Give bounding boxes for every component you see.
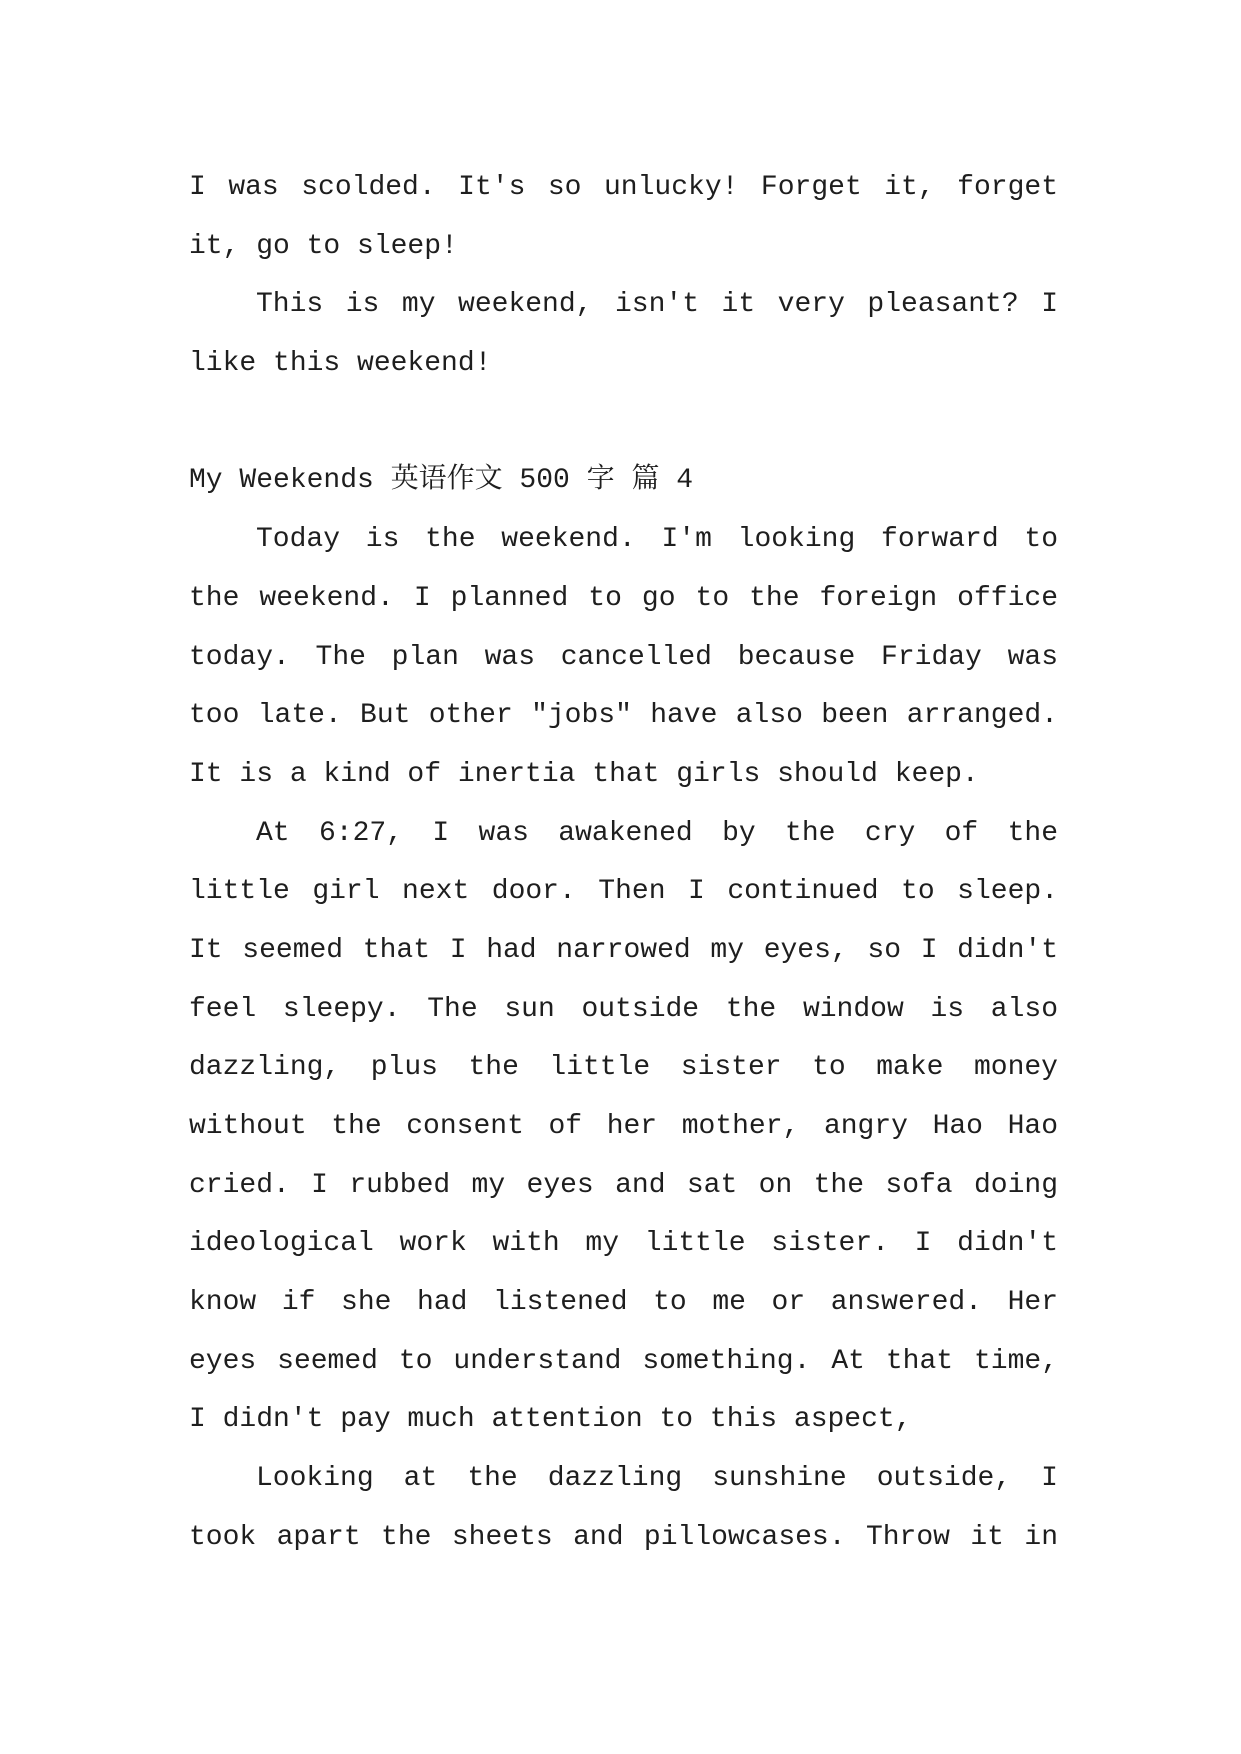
text-line: dazzling, plus the little sister to make money [189,1052,1058,1084]
text-line: Today is the weekend. I'm looking forward to [256,524,1058,556]
text-line: like this weekend! [189,348,492,380]
text-line: At 6:27, I was awakened by the cry of the [256,817,1058,849]
paragraph [189,805,1058,1451]
text-line: It seemed that I had narrowed my eyes, so I didn't [189,934,1058,966]
blank-line [189,394,1058,453]
paragraph [189,511,1058,804]
text-line: too late. But other "jobs" have also been arranged. [189,700,1058,732]
text-line: I didn't pay much attention to this aspect, [189,1404,912,1436]
section-heading: My Weekends 英语作文 500 字 篇 4 [189,465,694,497]
paragraph [189,1450,1058,1567]
document-page [189,159,1058,1568]
paragraph [189,159,1058,276]
text-line: cried. I rubbed my eyes and sat on the sofa doing [189,1169,1058,1201]
text-line: know if she had listened to me or answered. Her [189,1287,1058,1319]
paragraph [189,276,1058,393]
text-line: today. The plan was cancelled because Friday was [189,641,1058,673]
text-line: Looking at the dazzling sunshine outside, I [256,1463,1058,1495]
text-line: eyes seemed to understand something. At that time, [189,1345,1058,1377]
text-line: took apart the sheets and pillowcases. Throw it in [189,1521,1058,1553]
text-line: It is a kind of inertia that girls should keep. [189,758,979,790]
text-line: feel sleepy. The sun outside the window is also [189,993,1058,1025]
text-line: This is my weekend, isn't it very pleasant? I [256,289,1058,321]
text-line: ideological work with my little sister. I didn't [189,1228,1058,1260]
text-line: the weekend. I planned to go to the foreign office [189,582,1058,614]
text-line: without the consent of her mother, angry Hao Hao [189,1111,1058,1142]
text-line: little girl next door. Then I continued to sleep. [189,876,1058,908]
text-line: I was scolded. It's so unlucky! Forget it, forget [189,172,1058,203]
text-line: it, go to sleep! [189,230,458,262]
